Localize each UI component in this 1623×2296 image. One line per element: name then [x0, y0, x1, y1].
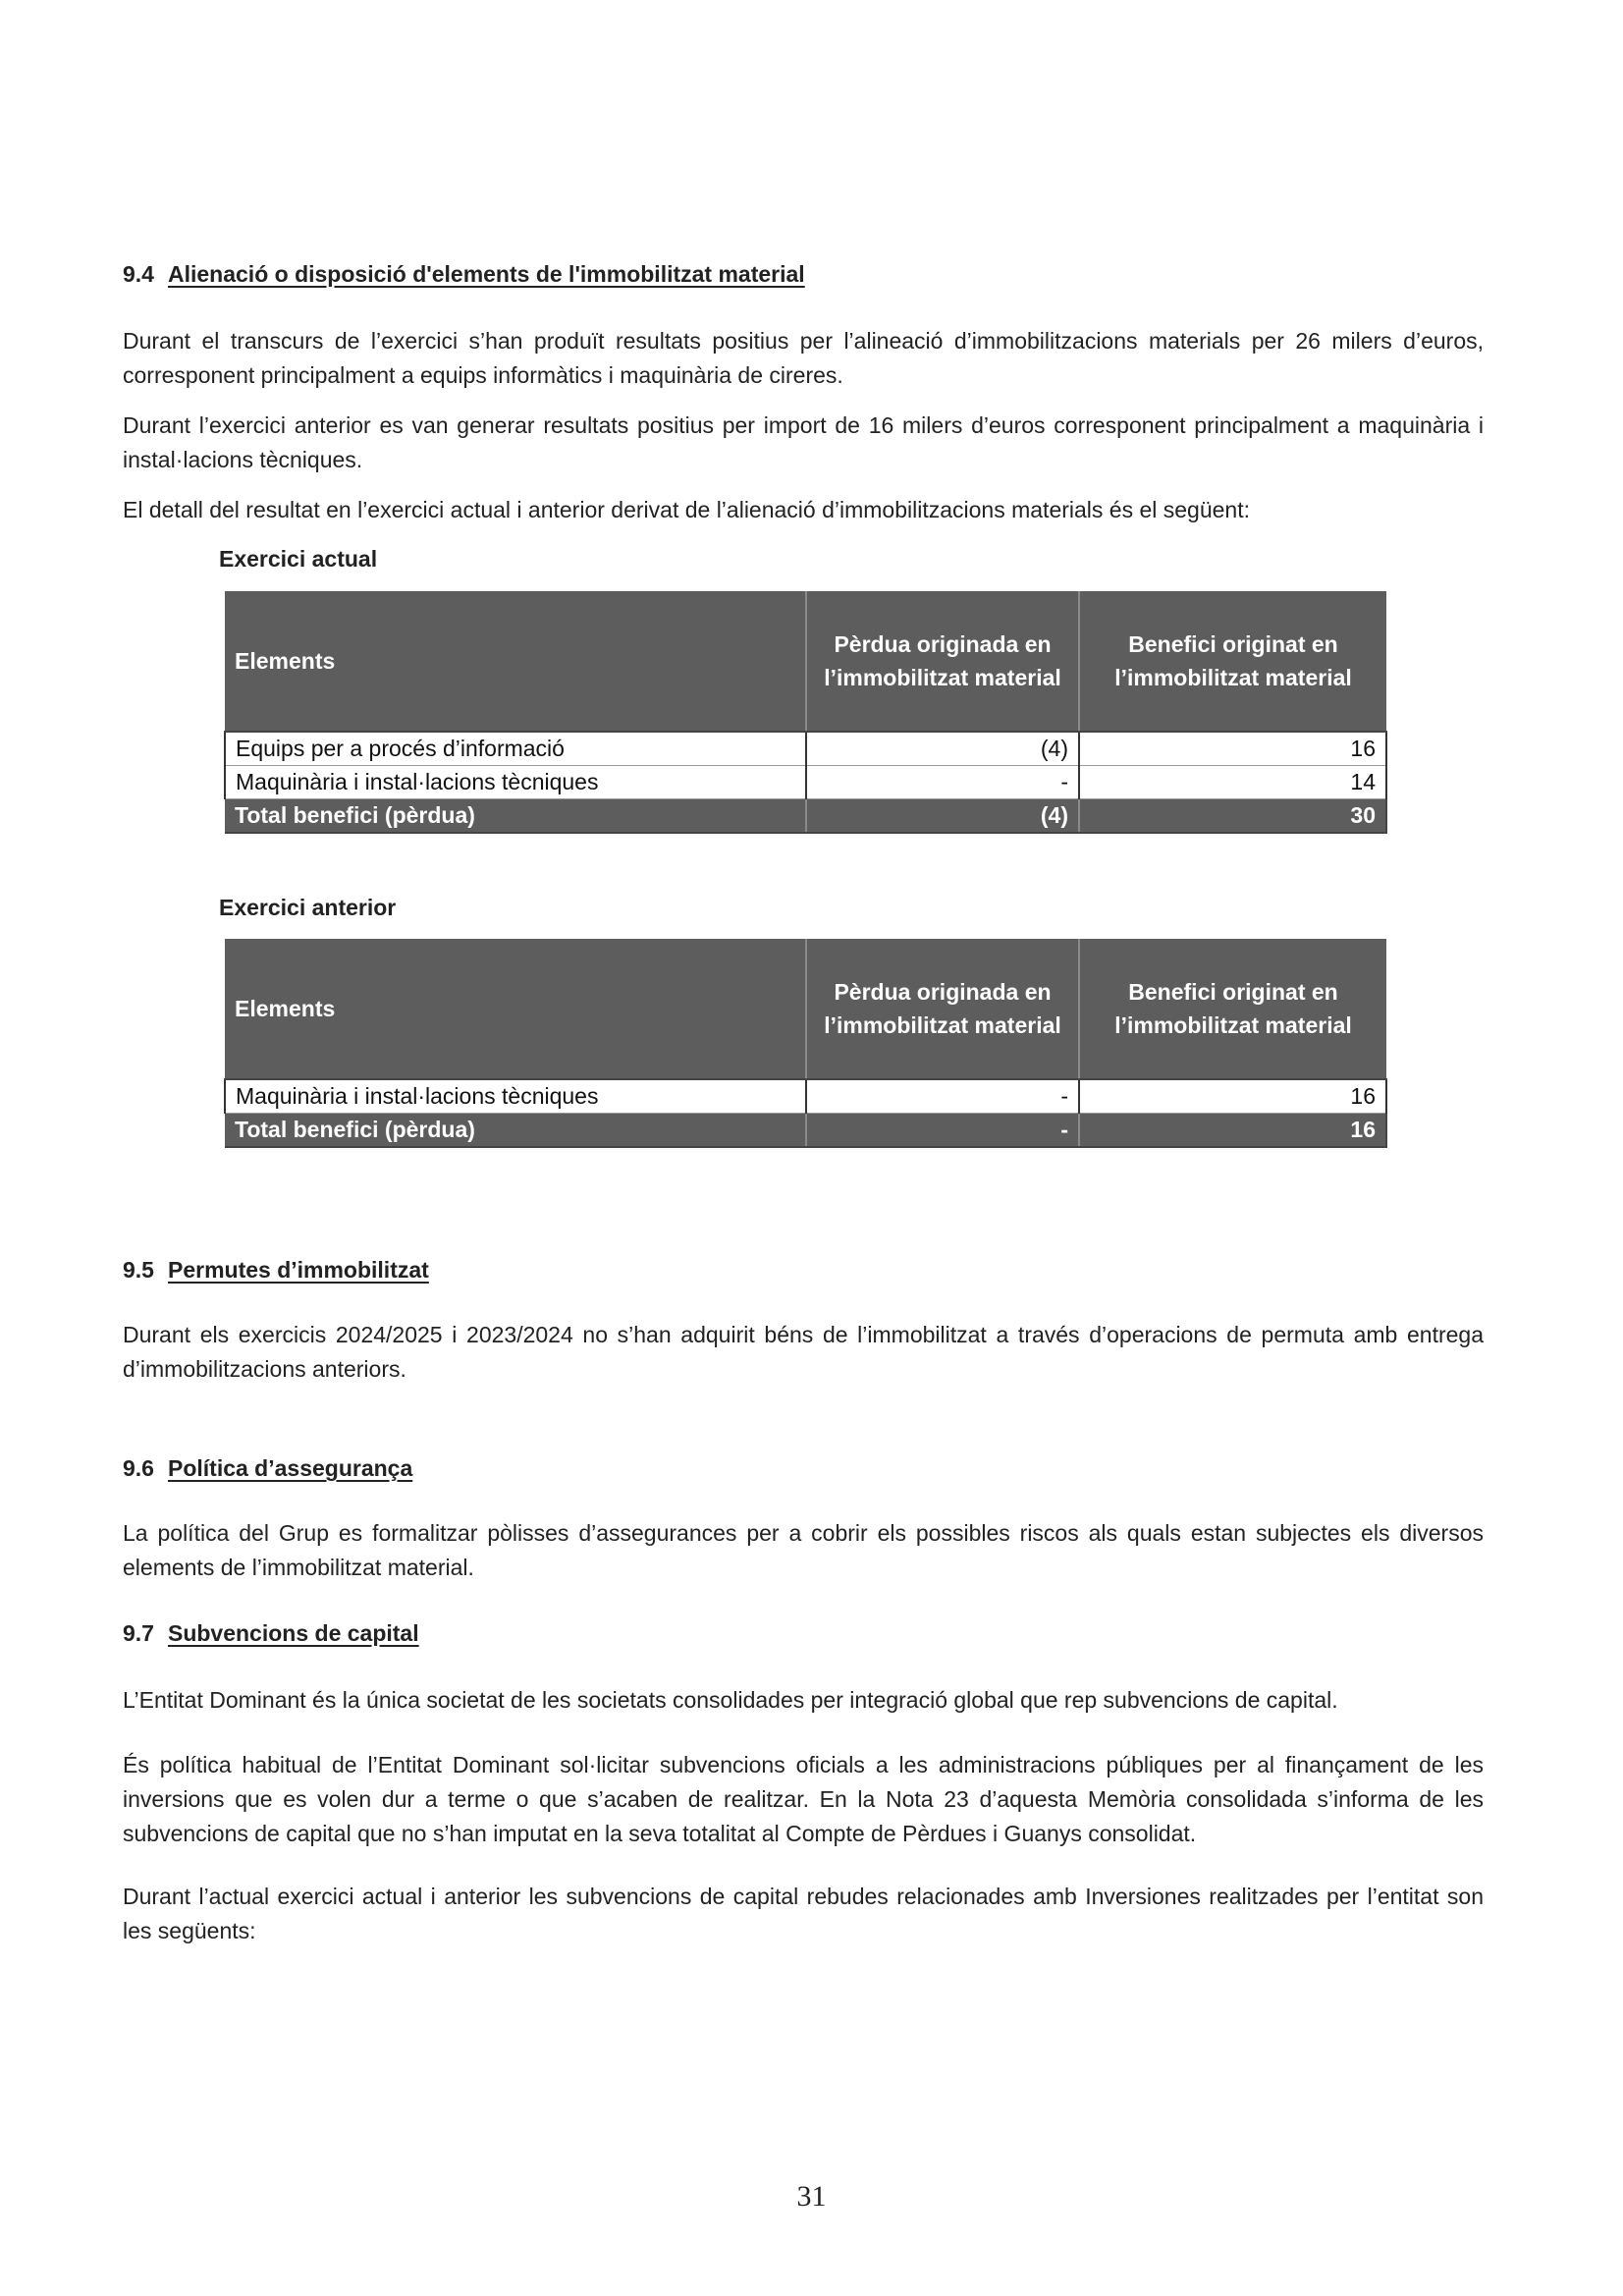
- row-element: Maquinària i instal·lacions tècniques: [225, 766, 806, 799]
- section-number: 9.6: [123, 1455, 154, 1481]
- row-element: Maquinària i instal·lacions tècniques: [225, 1079, 806, 1114]
- total-gain: 16: [1079, 1114, 1386, 1148]
- section-title: Permutes d’immobilitzat: [167, 1257, 429, 1283]
- table-previous-label: Exercici anterior: [219, 895, 397, 920]
- total-gain: 30: [1079, 799, 1386, 834]
- table-row: [225, 766, 1386, 799]
- total-loss: -: [806, 1114, 1079, 1148]
- total-loss: (4): [806, 799, 1079, 834]
- section-9-7-heading: [123, 1620, 419, 1647]
- table-previous-year: [224, 939, 1387, 1148]
- section-9-4-heading: [123, 261, 805, 288]
- table-header-row: [225, 591, 1386, 732]
- section-9-7-para-1: L’Entitat Dominant és la única societat de les societats consolidades per integració global que rep subvencions de capital.: [123, 1687, 1338, 1713]
- section-9-6-para-1: La política del Grup es formalitzar pòlisses d’assegurances per a cobrir els possibles riscos als quals estan subjectes els diversos elements de l’immobilitzat material.: [123, 1520, 1484, 1580]
- table-row: [225, 1079, 1386, 1114]
- section-9-4-para-1: Durant el transcurs de l’exercici s’han produït resultats positius per l’alineació d’immobilitzacions materials per 26 milers d’euros, corresponent principalment a equips informàtics i maquinària de cireres.: [123, 328, 1484, 388]
- row-gain: 16: [1079, 1079, 1386, 1114]
- row-gain: 14: [1079, 766, 1386, 799]
- page-number: 31: [796, 2180, 827, 2213]
- section-title: Política d’assegurança: [167, 1455, 413, 1481]
- section-9-4-para-2: Durant l’exercici anterior es van generar resultats positius per import de 16 milers d’euros corresponent principalment a maquinària i instal·lacions tècniques.: [123, 412, 1484, 472]
- section-number: 9.5: [123, 1257, 154, 1283]
- section-9-7-para-3: Durant l’actual exercici actual i anterior les subvencions de capital rebudes relacionades amb Inversiones realitzades per l’entitat son les següents:: [123, 1884, 1484, 1943]
- section-9-4-para-3: El detall del resultat en l’exercici actual i anterior derivat de l’alienació d’immobilitzacions materials és el següent:: [123, 497, 1251, 522]
- section-number: 9.4: [123, 261, 154, 287]
- table-total-row: [225, 799, 1386, 834]
- total-label: Total benefici (pèrdua): [225, 799, 806, 834]
- row-element: Equips per a procés d’informació: [225, 732, 806, 766]
- table-header-row: [225, 939, 1386, 1079]
- header-elements: Elements: [225, 939, 806, 1079]
- header-gain: Benefici originat en l’immobilitzat material: [1079, 591, 1386, 732]
- header-loss: Pèrdua originada en l’immobilitzat material: [806, 591, 1079, 732]
- section-number: 9.7: [123, 1620, 154, 1646]
- total-label: Total benefici (pèrdua): [225, 1114, 806, 1148]
- table-current-year: [224, 591, 1387, 834]
- section-title: Subvencions de capital: [167, 1620, 419, 1646]
- row-gain: 16: [1079, 732, 1386, 766]
- row-loss: (4): [806, 732, 1079, 766]
- row-loss: -: [806, 1079, 1079, 1114]
- section-9-6-heading: [123, 1455, 412, 1482]
- header-elements: Elements: [225, 591, 806, 732]
- header-gain: Benefici originat en l’immobilitzat material: [1079, 939, 1386, 1079]
- table-current-label: Exercici actual: [219, 546, 378, 572]
- section-title: Alienació o disposició d'elements de l'immobilitzat material: [167, 261, 805, 287]
- section-9-5-heading: [123, 1257, 429, 1284]
- row-loss: -: [806, 766, 1079, 799]
- header-loss: Pèrdua originada en l’immobilitzat material: [806, 939, 1079, 1079]
- table-total-row: [225, 1114, 1386, 1148]
- section-9-5-para-1: Durant els exercicis 2024/2025 i 2023/2024 no s’han adquirit béns de l’immobilitzat a través d’operacions de permuta amb entrega d’immobilitzacions anteriors.: [123, 1322, 1484, 1382]
- table-row: [225, 732, 1386, 766]
- section-9-7-para-2: És política habitual de l’Entitat Dominant sol·licitar subvencions oficials a les administracions públiques per al finançament de les inversions que es volen dur a terme o que s’acaben de realitzar. En la Nota 23 d’aquesta Memòria consolidada s’informa de les subvencions de capital que no s’han imputat en la seva totalitat al Compte de Pèrdues i Guanys consolidat.: [123, 1752, 1484, 1846]
